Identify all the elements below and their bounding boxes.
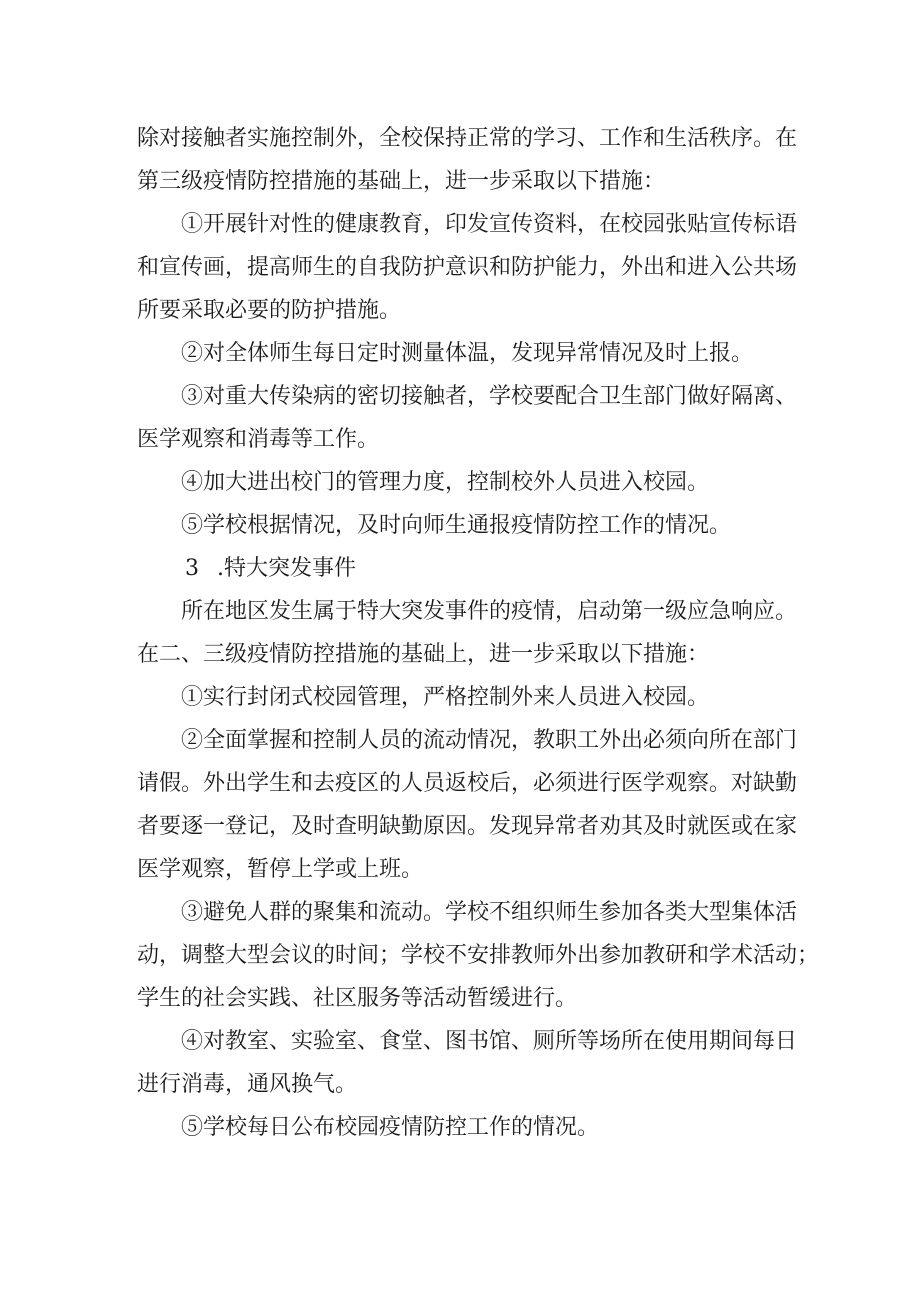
text-line: ④对教室、实验室、食堂、图书馆、厕所等场所在使用期间每日: [181, 1029, 798, 1054]
section-heading: [137, 547, 797, 590]
text-line: 动，调整大型会议的时间；学校不安排教师外出参加教研和学术活动；: [137, 943, 820, 968]
text-line: ③避免人群的聚集和流动。学校不组织师生参加各类大型集体活: [181, 900, 798, 925]
text-line: 者要逐一登记，及时查明缺勤原因。发现异常者劝其及时就医或在家: [137, 814, 798, 839]
text-line: ②全面掌握和控制人员的流动情况，教职工外出必须向所在部门: [181, 728, 798, 753]
text-line: ①开展针对性的健康教育，印发宣传资料，在校园张贴宣传标语: [181, 212, 798, 237]
text-line: 和宣传画，提高师生的自我防护意识和防护能力，外出和进入公共场: [137, 255, 798, 280]
text-line: 学生的社会实践、社区服务等活动暂缓进行。: [137, 986, 578, 1011]
section-title: .特大突发事件: [217, 556, 356, 581]
text-line: 除对接触者实施控制外，全校保持正常的学习、工作和生活秩序。在: [137, 126, 798, 151]
text-line: 所要采取必要的防护措施。: [137, 298, 402, 323]
text-line: 医学观察，暂停上学或上班。: [137, 857, 424, 882]
text-line: 医学观察和消毒等工作。: [137, 427, 380, 452]
text-line: 请假。外出学生和去疫区的人员返校后，必须进行医学观察。对缺勤: [137, 771, 798, 796]
text-line: ⑤学校每日公布校园疫情防控工作的情况。: [181, 1115, 600, 1140]
section-number: 3: [185, 556, 199, 581]
text-line: ④加大进出校门的管理力度，控制校外人员进入校园。: [181, 470, 710, 495]
text-line: 第三级疫情防控措施的基础上，进一步采取以下措施：: [137, 169, 666, 194]
text-line: ②对全体师生每日定时测量体温，发现异常情况及时上报。: [181, 341, 754, 366]
text-line: 在二、三级疫情防控措施的基础上，进一步采取以下措施：: [137, 642, 710, 667]
document-page: [137, 117, 820, 1149]
text-line: 所在地区发生属于特大突发事件的疫情，启动第一级应急响应。: [181, 599, 798, 624]
text-line: ⑤学校根据情况，及时向师生通报疫情防控工作的情况。: [181, 513, 732, 538]
text-line: 进行消毒，通风换气。: [137, 1072, 358, 1097]
text-line: ①实行封闭式校园管理，严格控制外来人员进入校园。: [181, 685, 710, 710]
text-line: ③对重大传染病的密切接触者，学校要配合卫生部门做好隔离、: [181, 384, 798, 409]
